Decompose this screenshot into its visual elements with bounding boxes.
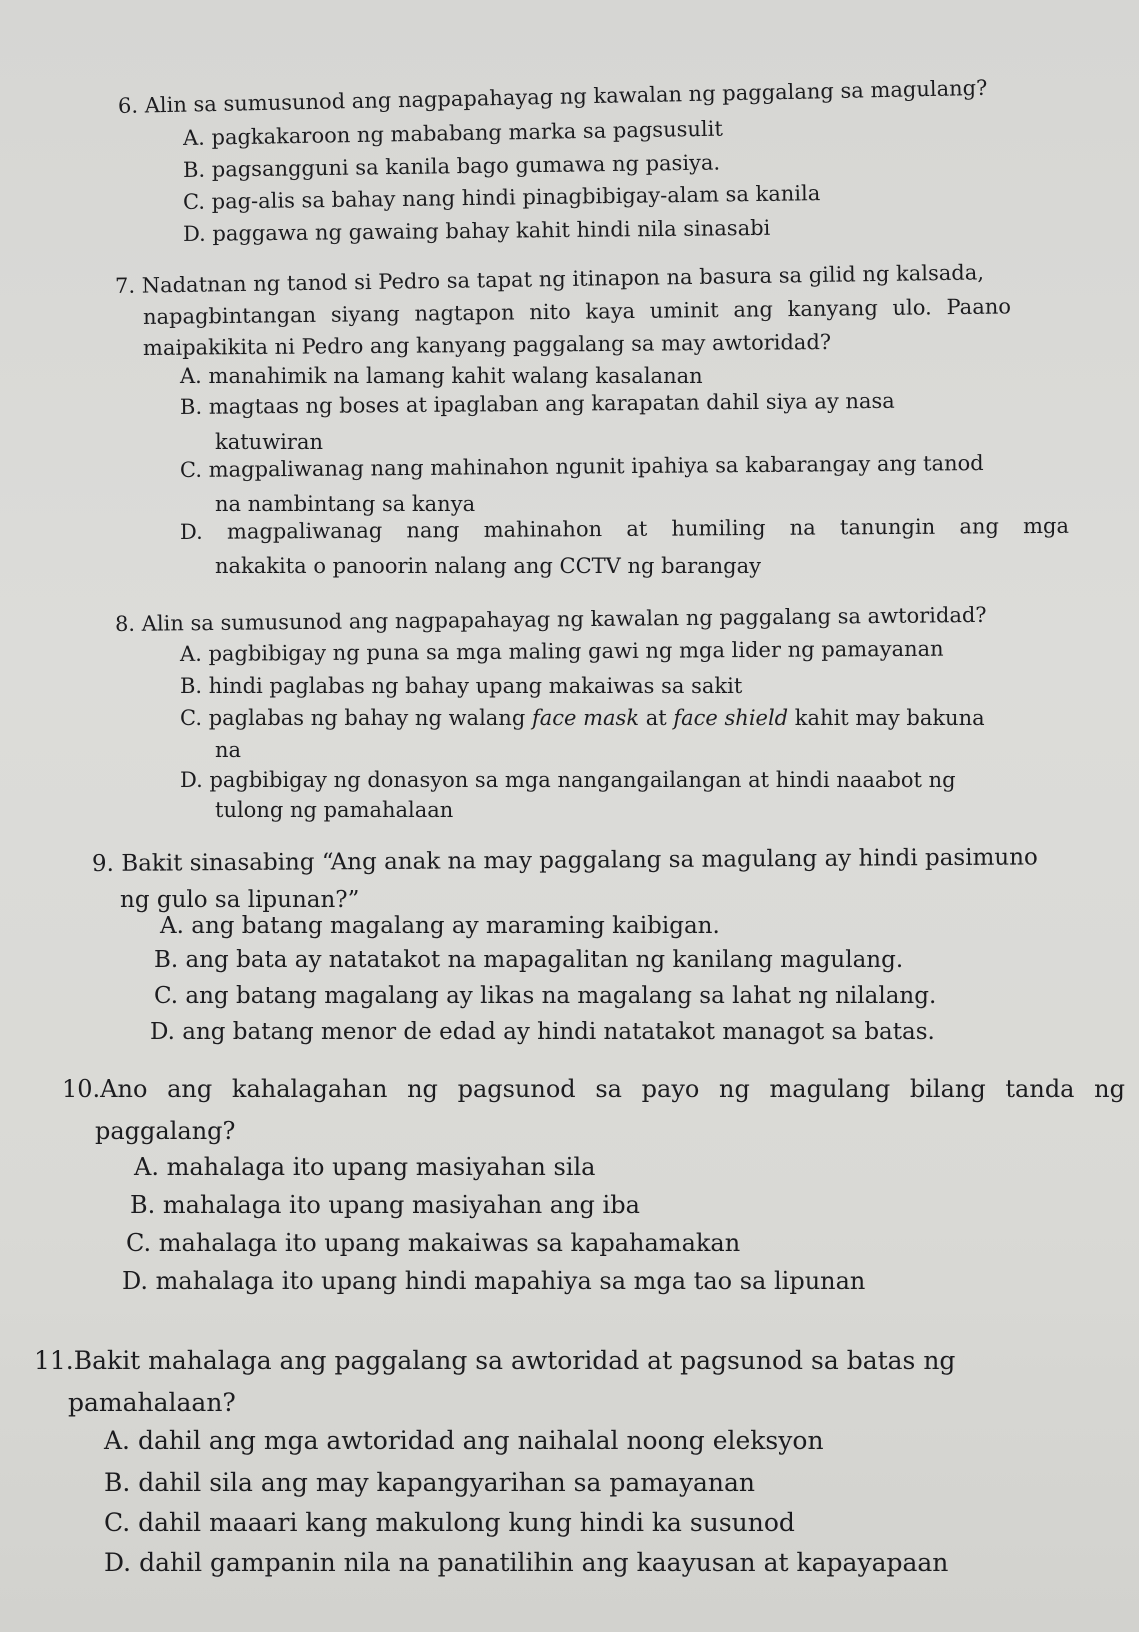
question-7-option-a (180, 362, 703, 390)
question-text: Alin sa sumusunod ang nagpapahayag ng kawalan ng paggalang sa magulang? (144, 75, 988, 118)
option-letter: B. (104, 1468, 131, 1497)
option-letter: C. (179, 457, 203, 482)
option-text: ang batang magalang ay likas na magalang sa lahat ng nilalang. (185, 983, 937, 1009)
question-8-option-b (180, 672, 742, 700)
question-10-stem-line-2: paggalang? (95, 1117, 236, 1145)
question-6-stem (118, 74, 988, 120)
question-10-option-d (122, 1264, 865, 1298)
question-7-stem-line-2: napagbintangan siyang nagtapon nito kaya uminit ang kanyang ulo. Paano (142, 294, 1012, 329)
question-8-option-c (180, 704, 985, 732)
question-9-option-a (160, 910, 720, 942)
option-text: ang bata ay natatakot na mapagalitan ng kanilang magulang. (185, 947, 904, 973)
option-text: dahil ang mga awtoridad ang naihalal noong eleksyon (137, 1426, 824, 1455)
question-6-option-c (183, 179, 821, 216)
question-10-option-c (126, 1226, 740, 1260)
question-number: 11. (34, 1346, 74, 1375)
question-7-option-d (180, 512, 1069, 546)
question-text: Alin sa sumusunod ang nagpapahayag ng kawalan ng paggalang sa awtoridad? (141, 602, 987, 636)
option-text: dahil sila ang may kapangyarihan sa pamayanan (138, 1468, 755, 1497)
question-9-stem-line-1 (92, 841, 1038, 880)
option-letter: A. (134, 1153, 159, 1181)
question-number: 6. (117, 93, 139, 118)
option-letter: A. (180, 364, 202, 388)
option-text: mahalaga ito upang masiyahan ang iba (162, 1191, 640, 1219)
option-letter: A. (179, 641, 202, 666)
question-8-option-a (180, 635, 944, 668)
option-letter: C. (154, 983, 179, 1009)
question-7-stem-line-3: maipakikita ni Pedro ang kanyang paggalang sa may awtoridad? (142, 329, 832, 360)
question-6-option-d (183, 214, 771, 248)
option-letter: D. (122, 1267, 149, 1295)
option-text: magtaas ng boses at ipaglaban ang karapatan dahil siya ay nasa (208, 388, 895, 419)
question-11-option-d (104, 1546, 948, 1580)
option-text: paggawa ng gawaing bahay kahit hindi nila sinasabi (212, 215, 771, 246)
option-text: pagkakaroon ng mababang marka sa pagsusulit (211, 116, 723, 150)
question-text: Nadatnan ng tanod si Pedro sa tapat ng itinapon na basura sa gilid ng kalsada, (141, 260, 985, 298)
question-7-option-b-cont: katuwiran (215, 430, 323, 454)
question-text: Bakit sinasabing “Ang anak na may paggalang sa magulang ay hindi pasimuno (121, 844, 1038, 877)
question-8-option-d-cont: tulong ng pamahalaan (215, 798, 454, 822)
option-text: pagbibigay ng puna sa mga maling gawi ng mga lider ng pamayanan (208, 636, 944, 666)
question-7-option-d-cont: nakakita o panoorin nalang ang CCTV ng barangay (215, 554, 761, 578)
question-number: 10. (62, 1075, 101, 1103)
option-letter: C. (180, 706, 202, 730)
option-text: mahalaga ito upang makaiwas sa kapahamakan (158, 1229, 741, 1257)
question-number: 7. (114, 273, 136, 298)
question-8-option-c-cont: na (215, 738, 242, 762)
question-text: Ano ang kahalagahan ng pagsunod sa payo ng magulang bilang tanda ng (100, 1075, 1125, 1103)
option-letter: A. (104, 1426, 131, 1455)
question-7-option-c-cont: na nambintang sa kanya (215, 492, 476, 516)
question-10-stem-line-1 (62, 1072, 1125, 1106)
question-10-option-b (130, 1188, 640, 1222)
question-6-option-a (183, 115, 723, 152)
option-letter: C. (126, 1229, 152, 1257)
option-text: magpaliwanag nang mahinahon ngunit ipahiya sa kabarangay ang tanod (208, 450, 984, 482)
option-text: manahimik na lamang kahit walang kasalanan (208, 364, 703, 388)
option-letter: D. (179, 519, 203, 544)
question-number: 8. (114, 611, 136, 636)
option-letter: B. (180, 674, 203, 698)
option-text: dahil gampanin nila na panatilihin ang kaayusan at kapayapaan (139, 1548, 949, 1577)
question-11-option-b (104, 1466, 755, 1500)
question-9-option-b (154, 944, 903, 976)
option-letter: B. (130, 1191, 156, 1219)
option-letter: A. (160, 913, 184, 939)
option-text: hindi paglabas ng bahay upang makaiwas sa sakit (208, 674, 743, 698)
option-letter: D. (104, 1548, 132, 1577)
question-11-option-a (104, 1424, 824, 1458)
question-11-option-c (104, 1506, 795, 1540)
option-text: mahalaga ito upang hindi mapahiya sa mga tao sa lipunan (155, 1267, 866, 1295)
option-letter: C. (182, 189, 206, 214)
question-9-option-c (154, 980, 936, 1012)
option-text: ang batang menor de edad ay hindi natatakot managot sa batas. (182, 1019, 935, 1045)
option-text: ang batang magalang ay maraming kaibigan. (191, 913, 720, 939)
question-7-option-b (180, 387, 895, 421)
question-9-option-d (150, 1016, 935, 1048)
option-text: dahil maaari kang makulong kung hindi ka susunod (138, 1508, 795, 1537)
option-text: pagsangguni sa kanila bago gumawa ng pasiya. (211, 150, 721, 182)
option-text: paglabas ng bahay ng walang face mask at face shield kahit may bakuna (208, 706, 985, 730)
option-text: pag-alis sa bahay nang hindi pinagbibigay-alam sa kanila (211, 181, 821, 214)
option-letter: B. (179, 394, 203, 419)
option-letter: B. (154, 947, 179, 973)
option-letter: B. (182, 157, 206, 182)
option-letter: D. (180, 768, 203, 792)
option-text: mahalaga ito upang masiyahan sila (166, 1153, 596, 1181)
option-letter: D. (182, 221, 206, 246)
question-11-stem-line-1 (34, 1344, 955, 1378)
question-10-option-a (134, 1150, 595, 1184)
option-text: pagbibigay ng donasyon sa mga nangangailangan at hindi naaabot ng (209, 768, 956, 792)
question-8-option-d (180, 766, 956, 794)
question-8-stem (115, 601, 987, 638)
question-6-option-b (183, 149, 721, 184)
question-11-stem-line-2: pamahalaan? (68, 1388, 236, 1417)
option-letter: C. (104, 1508, 131, 1537)
question-text: Bakit mahalaga ang paggalang sa awtoridad at pagsunod sa batas ng (73, 1346, 956, 1375)
option-letter: A. (182, 125, 206, 150)
option-text: magpaliwanag nang mahinahon at humiling na tanungin ang mga (226, 513, 1070, 544)
option-letter: D. (150, 1019, 175, 1045)
question-number: 9. (91, 850, 115, 877)
question-9-stem-line-2: ng gulo sa lipunan?” (120, 887, 360, 913)
question-7-option-c (180, 449, 984, 484)
